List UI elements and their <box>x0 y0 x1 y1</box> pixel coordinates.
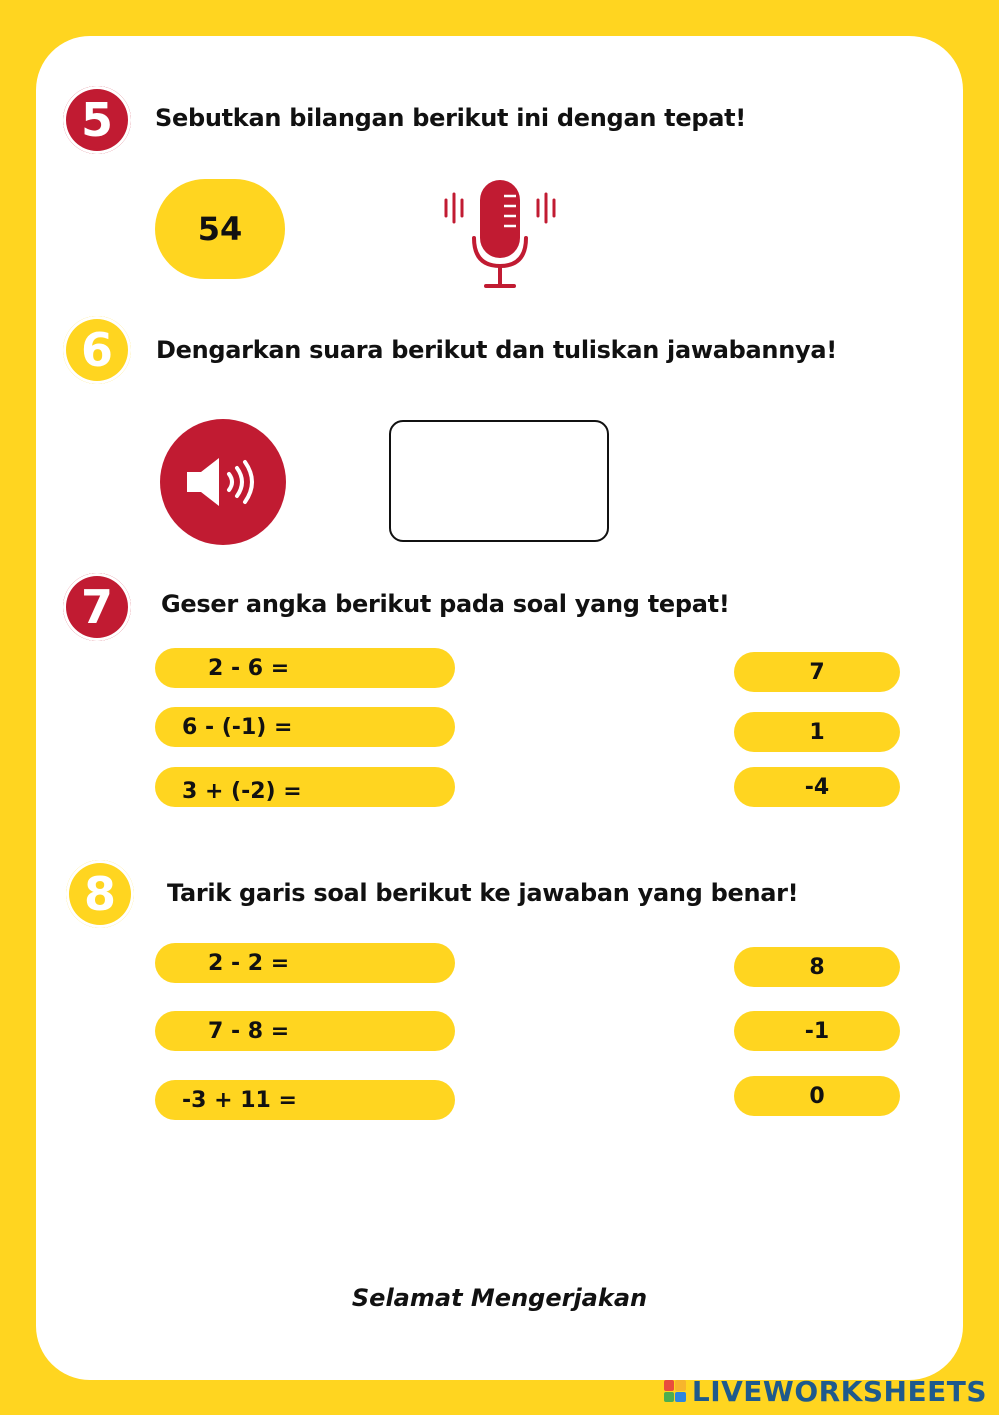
speaker-button[interactable] <box>160 419 286 545</box>
brand-logo[interactable] <box>664 1375 987 1407</box>
question-6-badge: 6 <box>63 316 131 384</box>
q8-problem-3[interactable]: -3 + 11 = <box>155 1080 455 1120</box>
q7-problem-1[interactable]: 2 - 6 = <box>155 648 455 688</box>
speaker-icon <box>183 452 263 512</box>
question-6-text: Dengarkan suara berikut dan tuliskan jawabannya! <box>156 336 837 364</box>
q8-answer-2[interactable]: -1 <box>734 1011 900 1051</box>
number-display: 54 <box>155 179 285 279</box>
q7-answer-2[interactable]: 1 <box>734 712 900 752</box>
question-5-text: Sebutkan bilangan berikut ini dengan tepat! <box>155 104 746 132</box>
q7-answer-1[interactable]: 7 <box>734 652 900 692</box>
q7-problem-3[interactable]: 3 + (-2) = <box>155 767 455 807</box>
question-7-badge: 7 <box>63 573 131 641</box>
q8-problem-1[interactable]: 2 - 2 = <box>155 943 455 983</box>
q7-answer-3[interactable]: -4 <box>734 767 900 807</box>
q8-answer-1[interactable]: 8 <box>734 947 900 987</box>
q7-problem-2[interactable]: 6 - (-1) = <box>155 707 455 747</box>
question-8-text: Tarik garis soal berikut ke jawaban yang benar! <box>167 879 799 907</box>
footer-text: Selamat Mengerjakan <box>351 1284 648 1312</box>
brand-name: LIVEWORKSHEETS <box>691 1374 987 1408</box>
answer-input-box[interactable] <box>389 420 609 542</box>
microphone-icon[interactable] <box>438 178 562 292</box>
liveworksheets-logo-icon <box>664 1380 686 1402</box>
q8-answer-3[interactable]: 0 <box>734 1076 900 1116</box>
question-5-badge: 5 <box>63 86 131 154</box>
question-7-text: Geser angka berikut pada soal yang tepat! <box>161 590 730 618</box>
question-8-badge: 8 <box>66 860 134 928</box>
q8-problem-2[interactable]: 7 - 8 = <box>155 1011 455 1051</box>
